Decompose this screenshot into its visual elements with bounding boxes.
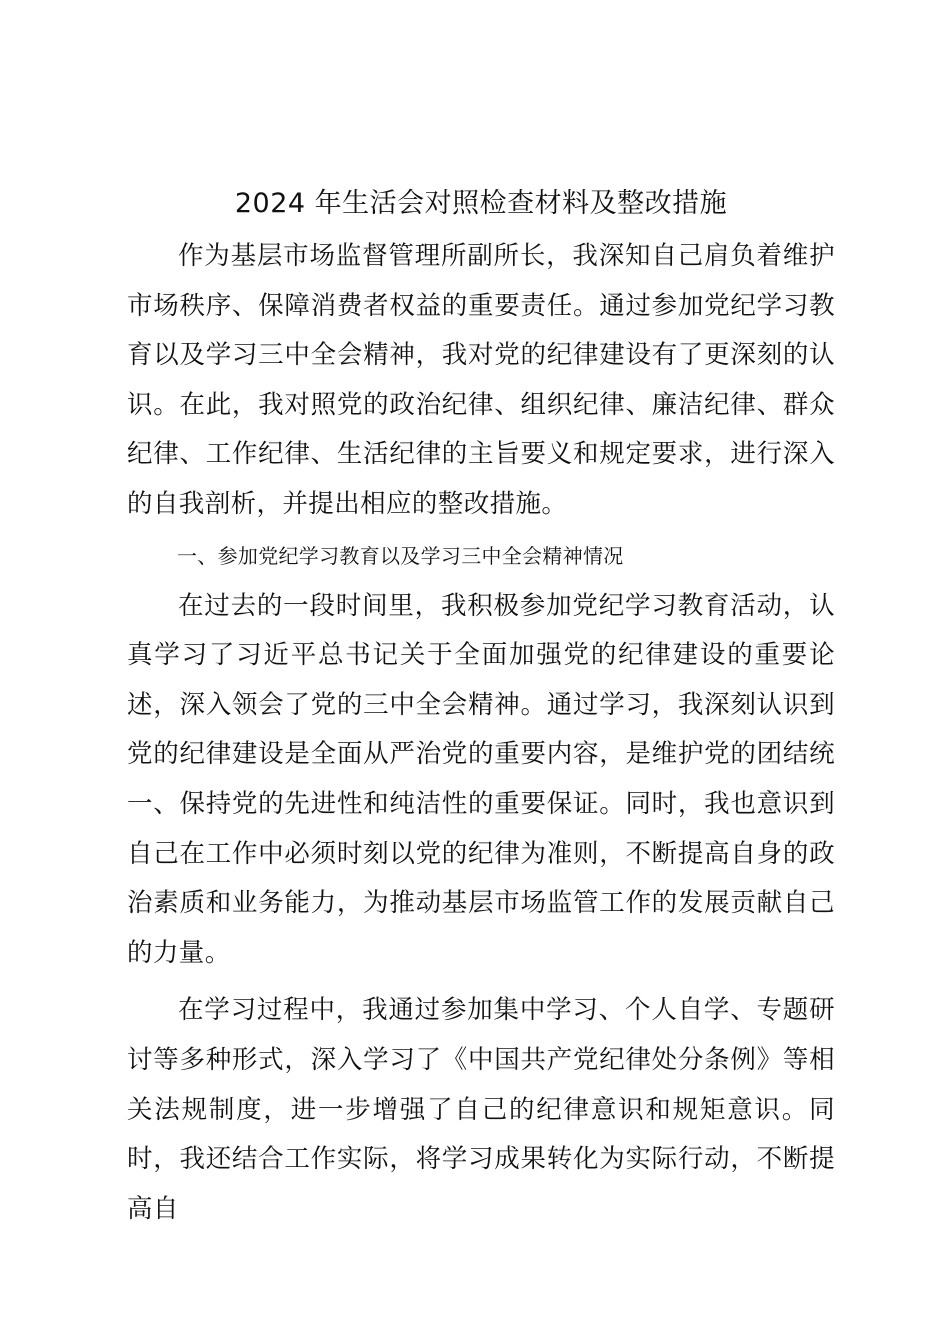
section-paragraph: 在学习过程中，我通过参加集中学习、个人自学、专题研讨等多种形式，深入学习了《中国共产党纪律处分条例》等相关法规制度，进一步增强了自己的纪律意识和规矩意识。同时，我还结合工作实际，将学习成果转化为实际行动，不断提高自 [127,995,835,1224]
document-body [127,182,835,1234]
section-heading: 一、参加党纪学习教育以及学习三中全会精神情况 [177,543,624,568]
document-title: 2024 年生活会对照检查材料及整改措施 [234,188,728,219]
section-paragraph: 在过去的一段时间里，我积极参加党纪学习教育活动，认真学习了习近平总书记关于全面加强党的纪律建设的重要论述，深入领会了党的三中全会精神。通过学习，我深刻认识到党的纪律建设是全面从严治党的重要内容，是维护党的团结统一、保持党的先进性和纯洁性的重要保证。同时，我也意识到自己在工作中必须时刻以党的纪律为准则，不断提高自身的政治素质和业务能力，为推动基层市场监管工作的发展贡献自己的力量。 [127,590,835,968]
intro-paragraph: 作为基层市场监督管理所副所长，我深知自己肩负着维护市场秩序、保障消费者权益的重要责任。通过参加党纪学习教育以及学习三中全会精神，我对党的纪律建设有了更深刻的认识。在此，我对照党的政治纪律、组织纪律、廉洁纪律、群众纪律、工作纪律、生活纪律的主旨要义和规定要求，进行深入的自我剖析，并提出相应的整改措施。 [127,241,835,519]
